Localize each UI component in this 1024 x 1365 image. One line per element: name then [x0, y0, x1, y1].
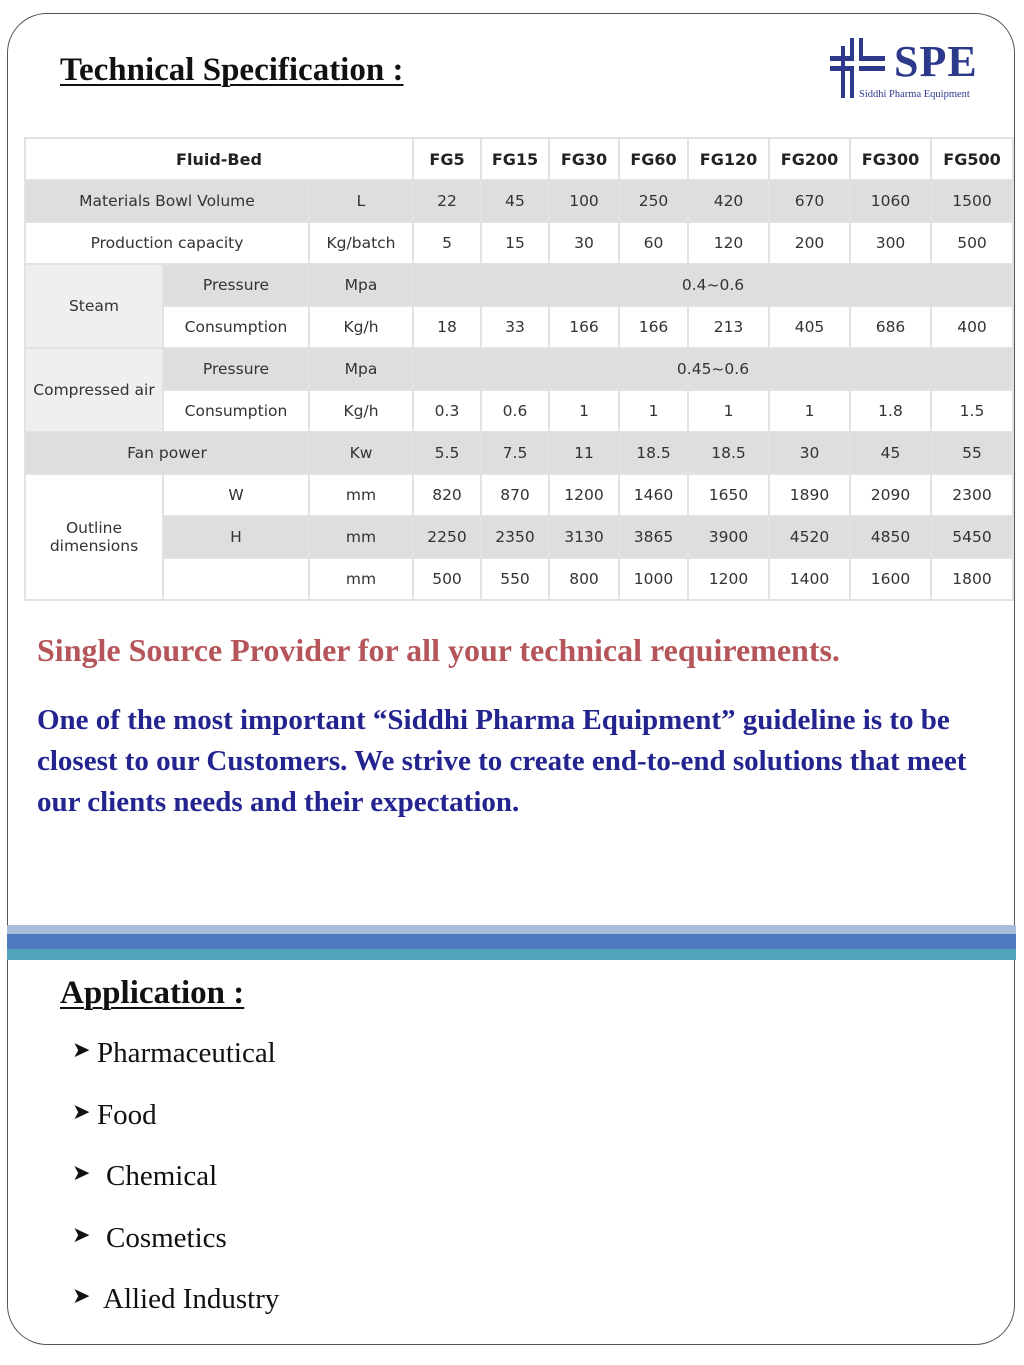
cell: 60: [619, 222, 688, 264]
cell: 250: [619, 180, 688, 222]
list-item-label: Pharmaceutical: [97, 1037, 276, 1069]
cell: 15: [481, 222, 549, 264]
row-unit: Kg/h: [309, 390, 413, 432]
row-label: H: [163, 516, 309, 558]
cell-merged: 0.4~0.6: [413, 264, 1013, 306]
arrow-bullet-icon: ➤: [72, 1283, 91, 1308]
cell: 1890: [769, 474, 850, 516]
company-logo: [828, 36, 998, 106]
spec-table: [24, 137, 1014, 601]
cell: 1: [549, 390, 619, 432]
cell: 200: [769, 222, 850, 264]
table-row: [25, 558, 1013, 600]
cell: 686: [850, 306, 931, 348]
cell: 1800: [931, 558, 1013, 600]
row-label: Production capacity: [25, 222, 309, 264]
application-list: [72, 1032, 279, 1340]
logo-subtitle: Siddhi Pharma Equipment: [859, 89, 970, 100]
group-label-air: Compressed air: [25, 348, 163, 432]
cell: 7.5: [481, 432, 549, 474]
row-label: Materials Bowl Volume: [25, 180, 309, 222]
cell: 0.3: [413, 390, 481, 432]
cell: 670: [769, 180, 850, 222]
logo-text: SPE: [894, 37, 978, 86]
cell: 22: [413, 180, 481, 222]
list-item: [72, 1032, 279, 1094]
page-title: Technical Specification :: [60, 52, 404, 88]
cell: 33: [481, 306, 549, 348]
cell: 18: [413, 306, 481, 348]
model-header: FG15: [481, 138, 549, 180]
cell: 18.5: [619, 432, 688, 474]
cell: 45: [481, 180, 549, 222]
table-header-row: [25, 138, 1013, 180]
row-unit: Kg/h: [309, 306, 413, 348]
arrow-bullet-icon: ➤: [72, 1098, 91, 1124]
cell: 1500: [931, 180, 1013, 222]
group-label-outline: Outline dimensions: [25, 474, 163, 600]
row-unit: L: [309, 180, 413, 222]
cell: 550: [481, 558, 549, 600]
cell: 1: [688, 390, 769, 432]
cell: 500: [931, 222, 1013, 264]
row-unit: Kw: [309, 432, 413, 474]
model-header: FG500: [931, 138, 1013, 180]
row-unit: mm: [309, 558, 413, 600]
cell: 3130: [549, 516, 619, 558]
cell: 1200: [549, 474, 619, 516]
list-item: [72, 1278, 279, 1340]
cell: 18.5: [688, 432, 769, 474]
arrow-bullet-icon: ➤: [72, 1221, 91, 1247]
cell: 1200: [688, 558, 769, 600]
cell: 30: [769, 432, 850, 474]
row-label: W: [163, 474, 309, 516]
row-unit: Kg/batch: [309, 222, 413, 264]
table-row: [25, 264, 1013, 306]
cell: 3865: [619, 516, 688, 558]
table-header-label: Fluid-Bed: [25, 138, 413, 180]
row-label: Pressure: [163, 348, 309, 390]
model-header: FG120: [688, 138, 769, 180]
cell: 2090: [850, 474, 931, 516]
row-unit: Mpa: [309, 264, 413, 306]
model-header: FG200: [769, 138, 850, 180]
cell: 100: [549, 180, 619, 222]
application-title: Application :: [60, 975, 245, 1011]
cell: 1400: [769, 558, 850, 600]
row-label: Consumption: [163, 390, 309, 432]
cell: 3900: [688, 516, 769, 558]
cell: 11: [549, 432, 619, 474]
cell: 2250: [413, 516, 481, 558]
row-label: Consumption: [163, 306, 309, 348]
table-row: [25, 348, 1013, 390]
cell: 300: [850, 222, 931, 264]
divider-band: [7, 925, 1016, 934]
row-unit: mm: [309, 474, 413, 516]
cell: 1: [769, 390, 850, 432]
row-label: Pressure: [163, 264, 309, 306]
row-unit: Mpa: [309, 348, 413, 390]
cell: 4520: [769, 516, 850, 558]
cell: 5: [413, 222, 481, 264]
row-unit: mm: [309, 516, 413, 558]
cell: 55: [931, 432, 1013, 474]
cell: 5.5: [413, 432, 481, 474]
cell: 1460: [619, 474, 688, 516]
list-item: [72, 1155, 279, 1217]
cell: 213: [688, 306, 769, 348]
intro-paragraph: One of the most important “Siddhi Pharma Equipment” guideline is to be closest to our Customers. We strive to create end-to-end solutions that meet our clients needs and their expectation.: [37, 704, 967, 818]
model-header: FG30: [549, 138, 619, 180]
cell: 1000: [619, 558, 688, 600]
table-row: [25, 474, 1013, 516]
cell: 166: [549, 306, 619, 348]
table-row: [25, 516, 1013, 558]
row-label: [163, 558, 309, 600]
cell: 1650: [688, 474, 769, 516]
model-header: FG60: [619, 138, 688, 180]
list-item: [72, 1217, 279, 1279]
divider-band: [7, 934, 1016, 949]
divider-band: [7, 949, 1016, 960]
row-label: Fan power: [25, 432, 309, 474]
cell: 166: [619, 306, 688, 348]
model-header: FG5: [413, 138, 481, 180]
table-row: [25, 222, 1013, 264]
cell: 405: [769, 306, 850, 348]
cell: 4850: [850, 516, 931, 558]
arrow-bullet-icon: ➤: [72, 1037, 91, 1062]
cell: 1060: [850, 180, 931, 222]
cell: 0.6: [481, 390, 549, 432]
cell: 500: [413, 558, 481, 600]
cell: 400: [931, 306, 1013, 348]
cell: 1.5: [931, 390, 1013, 432]
tagline: Single Source Provider for all your technical requirements.: [37, 632, 840, 668]
cell: 2300: [931, 474, 1013, 516]
list-item: [72, 1094, 279, 1156]
cell: 420: [688, 180, 769, 222]
cell: 800: [549, 558, 619, 600]
cell: 30: [549, 222, 619, 264]
table-row: [25, 180, 1013, 222]
cell: 1: [619, 390, 688, 432]
list-item-label: Chemical: [106, 1160, 218, 1192]
model-header: FG300: [850, 138, 931, 180]
table-row: [25, 306, 1013, 348]
cell: 120: [688, 222, 769, 264]
table-row: [25, 432, 1013, 474]
cell: 1.8: [850, 390, 931, 432]
cell: 870: [481, 474, 549, 516]
arrow-bullet-icon: ➤: [72, 1160, 91, 1185]
cell: 1600: [850, 558, 931, 600]
cell-merged: 0.45~0.6: [413, 348, 1013, 390]
list-item-label: Cosmetics: [106, 1221, 227, 1254]
table-row: [25, 390, 1013, 432]
cell: 45: [850, 432, 931, 474]
cell: 820: [413, 474, 481, 516]
group-label-steam: Steam: [25, 264, 163, 348]
list-item-label: Food: [97, 1098, 157, 1131]
list-item-label: Allied Industry: [103, 1283, 280, 1315]
cell: 2350: [481, 516, 549, 558]
cell: 5450: [931, 516, 1013, 558]
